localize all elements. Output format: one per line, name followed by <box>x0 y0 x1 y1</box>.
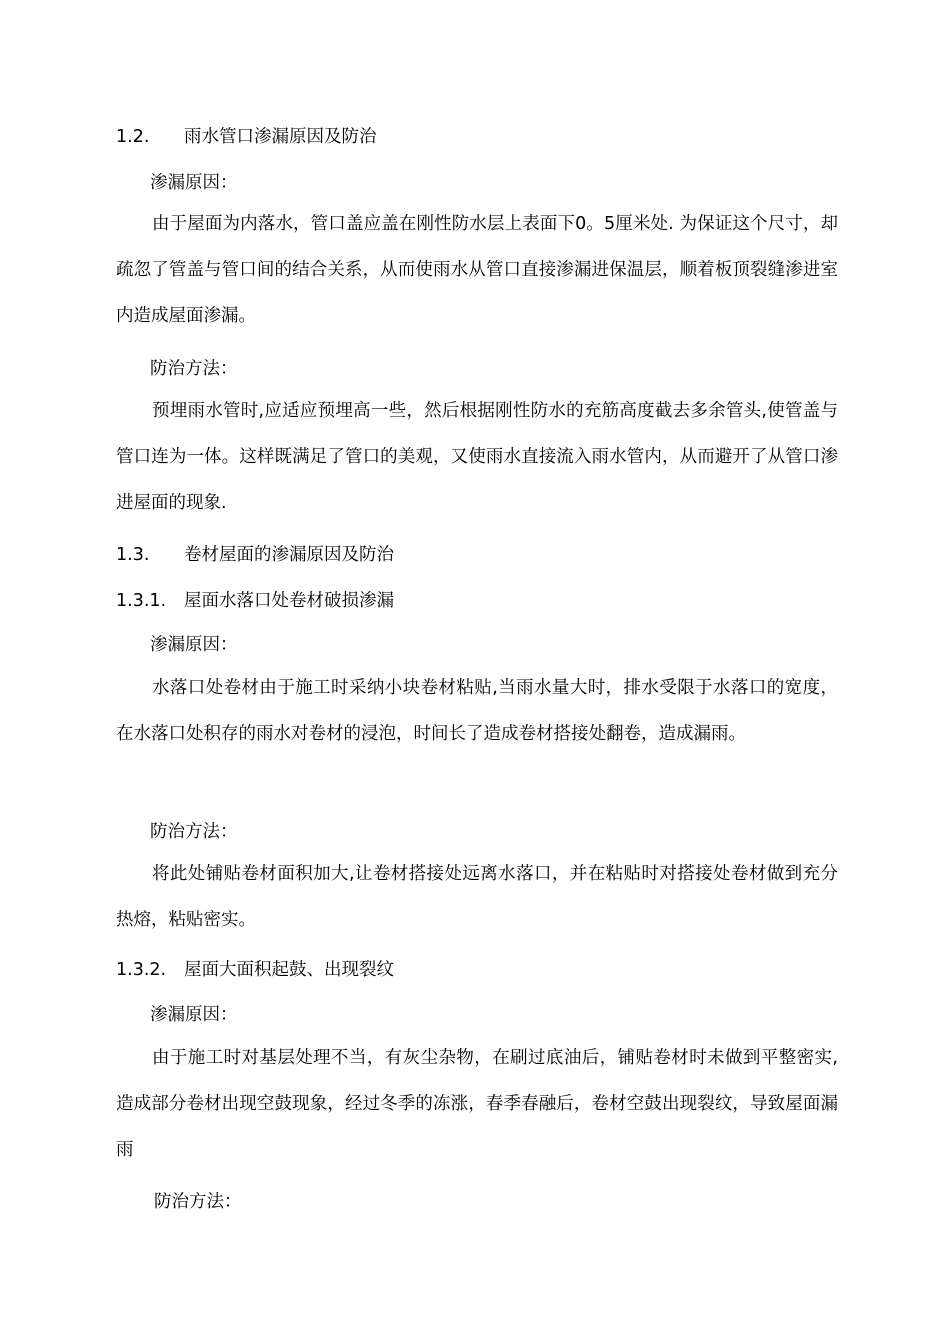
paragraph-cause-1-2: 由于屋面为内落水，管口盖应盖在刚性防水层上表面下0。5厘米处. 为保证这个尺寸，却疏忽了管盖与管口间的结合关系，从而使雨水从管口直接渗漏进保温层，顺着板顶裂缝渗进室内造成屋面渗漏。 <box>116 214 838 326</box>
section-heading-1-2 <box>116 125 838 149</box>
section-title: 屋面水落口处卷材破损渗漏 <box>184 591 394 611</box>
section-heading-1-3-2 <box>116 958 838 982</box>
paragraph-prevention-1-2: 预埋雨水管时,应适应预埋高一些，然后根据刚性防水的充筋高度截去多余管头,使管盖与管口连为一体。这样既满足了管口的美观，又使雨水直接流入雨水管内，从而避开了从管口渗进屋面的现象. <box>116 401 838 513</box>
cause-label: 渗漏原因： <box>150 635 238 655</box>
paragraph-cause-1-3-2: 由于施工时对基层处理不当，有灰尘杂物，在刷过底油后，铺贴卷材时未做到平整密实,造成部分卷材出现空鼓现象，经过冬季的冻涨，春季春融后，卷材空鼓出现裂纹，导致屋面漏雨 <box>116 1048 838 1160</box>
cause-label: 渗漏原因： <box>150 173 238 193</box>
section-title: 雨水管口渗漏原因及防治 <box>184 127 377 147</box>
section-title: 屋面大面积起鼓、出现裂纹 <box>184 960 394 980</box>
section-number: 1.2. <box>116 127 150 147</box>
prevention-label: 防治方法： <box>150 822 238 842</box>
section-number: 1.3.1. <box>116 591 167 611</box>
prevention-label: 防治方法： <box>154 1192 242 1212</box>
section-number: 1.3. <box>116 545 150 565</box>
paragraph-prevention-1-3-1: 将此处铺贴卷材面积加大,让卷材搭接处远离水落口，并在粘贴时对搭接处卷材做到充分热熔，粘贴密实。 <box>116 864 838 930</box>
section-heading-1-3-1 <box>116 589 838 613</box>
paragraph-cause-1-3-1: 水落口处卷材由于施工时采纳小块卷材粘贴,当雨水量大时，排水受限于水落口的宽度，在水落口处积存的雨水对卷材的浸泡，时间长了造成卷材搭接处翻卷，造成漏雨。 <box>116 678 838 744</box>
prevention-label: 防治方法： <box>150 359 238 379</box>
section-heading-1-3 <box>116 543 838 567</box>
section-number: 1.3.2. <box>116 960 167 980</box>
cause-label: 渗漏原因： <box>150 1005 238 1025</box>
section-title: 卷材屋面的渗漏原因及防治 <box>184 545 394 565</box>
